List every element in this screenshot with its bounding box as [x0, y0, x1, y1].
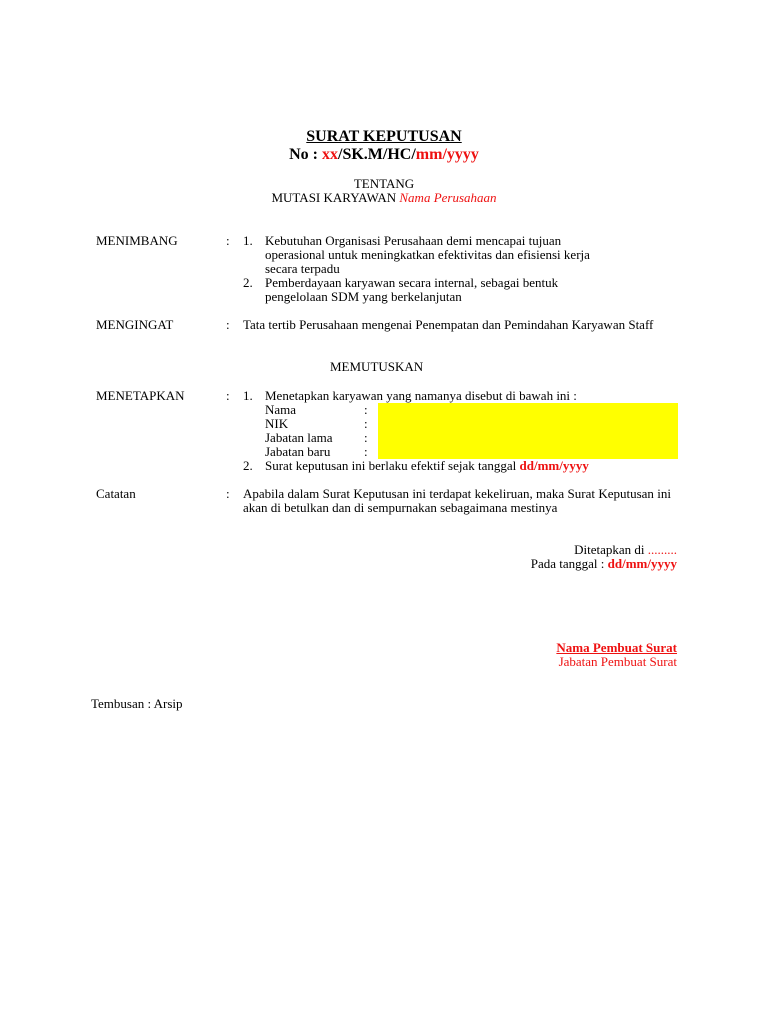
menetapkan-item-1-text: Menetapkan karyawan yang namanya disebut di bawah ini :: [265, 388, 577, 403]
catatan-colon: :: [226, 486, 230, 501]
menimbang-item-1-line-2: operasional untuk meningkatkan efektivitas dan efisiensi kerja: [265, 247, 590, 262]
number-placeholder-xx: xx: [322, 146, 338, 163]
field-colon-nik: :: [364, 416, 368, 431]
signer-name: Nama Pembuat Surat: [556, 640, 677, 655]
menimbang-item-1-line-1: Kebutuhan Organisasi Perusahaan demi mencapai tujuan: [265, 233, 562, 248]
catatan-text: Apabila dalam Surat Keputusan ini terdapat kekeliruan, maka Surat Keputusan ini akan di betulkan dan di sempurnakan sebagaimana mestinya: [243, 486, 671, 515]
signature-date-placeholder: dd/mm/yyyy: [607, 556, 677, 571]
menimbang-item-2-line-1: Pemberdayaan karyawan secara internal, sebagai bentuk: [265, 275, 559, 290]
menimbang-item-1-line-3: secara terpadu: [265, 261, 340, 276]
menimbang-item-2-num: 2.: [243, 275, 253, 290]
menetapkan-item-2-text: Surat keputusan ini berlaku efektif sejak tanggal dd/mm/yyyy: [265, 458, 589, 473]
mengingat-colon: :: [226, 317, 230, 332]
effective-date-placeholder: dd/mm/yyyy: [519, 458, 589, 473]
employee-data-highlight: [378, 403, 678, 459]
ditetapkan-dots: .........: [647, 542, 677, 557]
field-colon-jabatan-lama: :: [364, 430, 368, 445]
company-name-placeholder: Nama Perusahaan: [399, 190, 497, 205]
subject-tentang: TENTANG: [353, 176, 415, 191]
document-title: SURAT KEPUTUSAN: [306, 128, 462, 145]
signer-title: Jabatan Pembuat Surat: [558, 654, 677, 669]
menetapkan-label: MENETAPKAN: [96, 388, 185, 403]
tembusan: Tembusan : Arsip: [91, 696, 183, 711]
field-label-nik: NIK: [265, 416, 289, 431]
menimbang-label: MENIMBANG: [96, 233, 178, 248]
memutuskan-heading: MEMUTUSKAN: [330, 359, 424, 374]
catatan-label: Catatan: [96, 486, 136, 501]
ditetapkan-line: Ditetapkan di .........: [574, 542, 677, 557]
mengingat-text: Tata tertib Perusahaan mengenai Penempatan dan Pemindahan Karyawan Staff: [243, 317, 654, 332]
document-number: No : xx/SK.M/HC/mm/yyyy: [289, 146, 479, 163]
subject-line: MUTASI KARYAWAN Nama Perusahaan: [271, 190, 497, 205]
menimbang-item-2-line-2: pengelolaan SDM yang berkelanjutan: [265, 289, 462, 304]
field-colon-jabatan-baru: :: [364, 444, 368, 459]
pada-tanggal-line: Pada tanggal : dd/mm/yyyy: [530, 556, 677, 571]
menetapkan-item-2-num: 2.: [243, 458, 253, 473]
field-colon-nama: :: [364, 402, 368, 417]
field-label-jabatan-baru: Jabatan baru: [265, 444, 331, 459]
field-label-jabatan-lama: Jabatan lama: [265, 430, 333, 445]
field-label-nama: Nama: [265, 402, 297, 417]
number-placeholder-date: mm/yyyy: [415, 146, 479, 163]
menimbang-colon: :: [226, 233, 230, 248]
mengingat-label: MENGINGAT: [96, 317, 174, 332]
menimbang-item-1-num: 1.: [243, 233, 253, 248]
menetapkan-colon: :: [226, 388, 230, 403]
menetapkan-item-1-num: 1.: [243, 388, 253, 403]
